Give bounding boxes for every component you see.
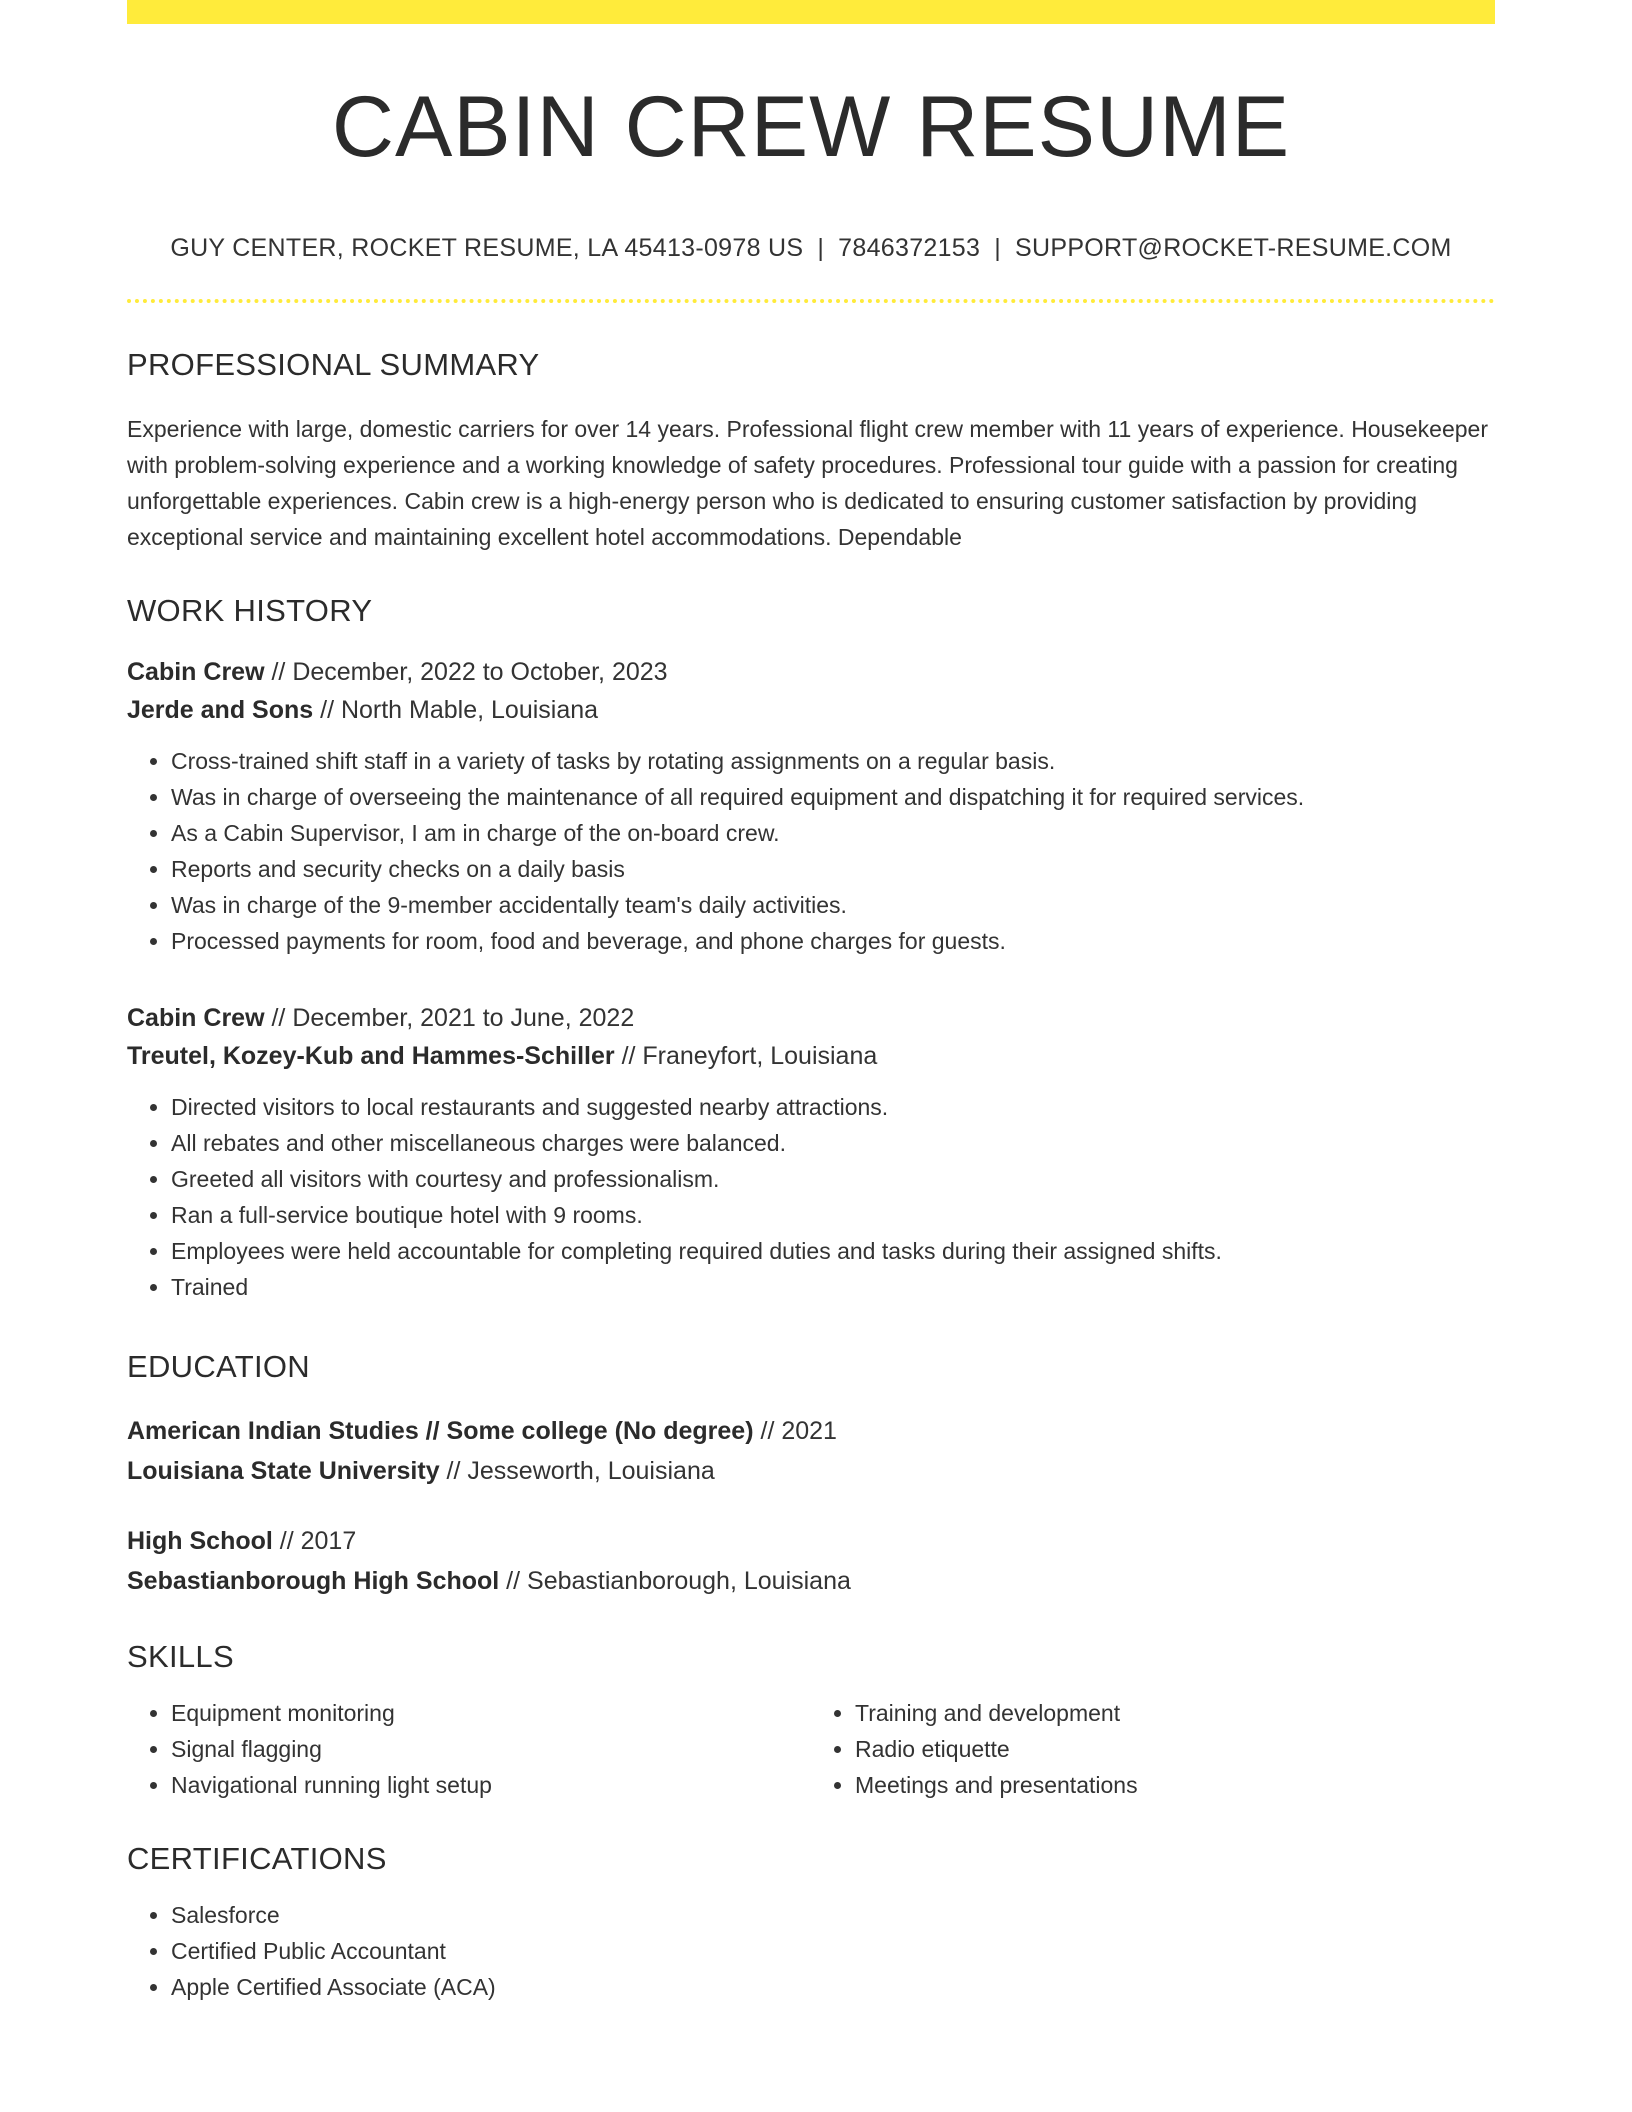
job-company-line: [127, 691, 1495, 729]
list-item: • Cross-trained shift staff in a variety of tasks by rotating assignments on a regular basis.: [171, 743, 1495, 779]
job-dates: // December, 2021 to June, 2022: [264, 1004, 635, 1033]
job-title-line: [127, 999, 1495, 1037]
list-item: • Radio etiquette: [855, 1731, 1495, 1767]
resume-page: [127, 0, 1495, 2005]
section-heading-work: WORK HISTORY: [127, 593, 373, 629]
contact-separator: |: [994, 234, 1002, 263]
dotted-divider: [127, 299, 1495, 303]
resume-title: CABIN CREW RESUME: [331, 79, 1291, 175]
education-school-line: [127, 1561, 1495, 1601]
summary-text: Experience with large, domestic carriers for over 14 years. Professional flight crew member with 11 years of experience. Housekeeper with problem-solving experience and a working knowledge of safety procedures. Professional tour guide with a passion for creating unforgettable experiences. Cabin crew is a high-energy person who is dedicated to ensuring customer satisfaction by providing exceptional service and maintaining excellent hotel accommodations. Dependable: [127, 416, 1489, 551]
education-school: Sebastianborough High School: [127, 1567, 500, 1596]
section-heading-certifications: CERTIFICATIONS: [127, 1841, 387, 1877]
job-entry: [127, 653, 1495, 959]
list-item: • Trained: [171, 1269, 1495, 1305]
education-degree-line: [127, 1411, 1495, 1451]
education-entry: [127, 1411, 1495, 1491]
section-heading-education: EDUCATION: [127, 1349, 310, 1385]
education-year: // 2017: [272, 1527, 357, 1556]
education-school-line: [127, 1451, 1495, 1491]
list-item: • As a Cabin Supervisor, I am in charge of the on-board crew.: [171, 815, 1495, 851]
list-item: • Apple Certified Associate (ACA): [171, 1969, 1495, 2005]
list-item: • Directed visitors to local restaurants and suggested nearby attractions.: [171, 1089, 1495, 1125]
list-item: • Was in charge of the 9-member accidentally team's daily activities.: [171, 887, 1495, 923]
list-item: • Salesforce: [171, 1897, 1495, 1933]
list-item: • Greeted all visitors with courtesy and professionalism.: [171, 1161, 1495, 1197]
job-title-line: [127, 653, 1495, 691]
contact-line: [127, 234, 1495, 263]
contact-email: SUPPORT@ROCKET-RESUME.COM: [1015, 234, 1452, 263]
job-bullets: [127, 743, 1495, 959]
job-title: Cabin Crew: [127, 1004, 265, 1033]
contact-separator: |: [817, 234, 825, 263]
list-item: • Certified Public Accountant: [171, 1933, 1495, 1969]
job-bullets: [127, 1089, 1495, 1305]
job-dates: // December, 2022 to October, 2023: [264, 658, 668, 687]
list-item: • Ran a full-service boutique hotel with 9 rooms.: [171, 1197, 1495, 1233]
job-company-line: [127, 1037, 1495, 1075]
list-item: • Employees were held accountable for completing required duties and tasks during their assigned shifts.: [171, 1233, 1495, 1269]
list-item: • Equipment monitoring: [171, 1695, 811, 1731]
education-entry: [127, 1521, 1495, 1601]
job-company: Treutel, Kozey-Kub and Hammes-Schiller: [127, 1042, 615, 1071]
list-item: • Signal flagging: [171, 1731, 811, 1767]
job-location: // North Mable, Louisiana: [313, 696, 599, 725]
contact-address: GUY CENTER, ROCKET RESUME, LA 45413-0978 US: [170, 234, 804, 263]
job-company: Jerde and Sons: [127, 696, 314, 725]
skills-list-right: [811, 1695, 1495, 1803]
accent-top-bar: [127, 0, 1495, 24]
education-school: Louisiana State University: [127, 1457, 440, 1486]
section-heading-summary: PROFESSIONAL SUMMARY: [127, 347, 540, 383]
list-item: • Training and development: [855, 1695, 1495, 1731]
education-degree-line: [127, 1521, 1495, 1561]
list-item: • All rebates and other miscellaneous charges were balanced.: [171, 1125, 1495, 1161]
skills-list-left: [127, 1695, 811, 1803]
list-item: • Was in charge of overseeing the maintenance of all required equipment and dispatching it for required services.: [171, 779, 1495, 815]
list-item: • Navigational running light setup: [171, 1767, 811, 1803]
section-heading-skills: SKILLS: [127, 1639, 234, 1675]
list-item: • Processed payments for room, food and beverage, and phone charges for guests.: [171, 923, 1495, 959]
contact-phone: 7846372153: [838, 234, 981, 263]
job-location: // Franeyfort, Louisiana: [614, 1042, 878, 1071]
education-degree: American Indian Studies // Some college (No degree): [127, 1417, 754, 1446]
job-entry: [127, 999, 1495, 1305]
list-item: • Reports and security checks on a daily basis: [171, 851, 1495, 887]
list-item: • Meetings and presentations: [855, 1767, 1495, 1803]
education-degree: High School: [127, 1527, 273, 1556]
certifications-list: [127, 1897, 1495, 2005]
education-location: // Jesseworth, Louisiana: [439, 1457, 715, 1486]
job-title: Cabin Crew: [127, 658, 265, 687]
education-location: // Sebastianborough, Louisiana: [499, 1567, 851, 1596]
skills-grid: [127, 1695, 1495, 1803]
education-year: // 2021: [753, 1417, 837, 1446]
